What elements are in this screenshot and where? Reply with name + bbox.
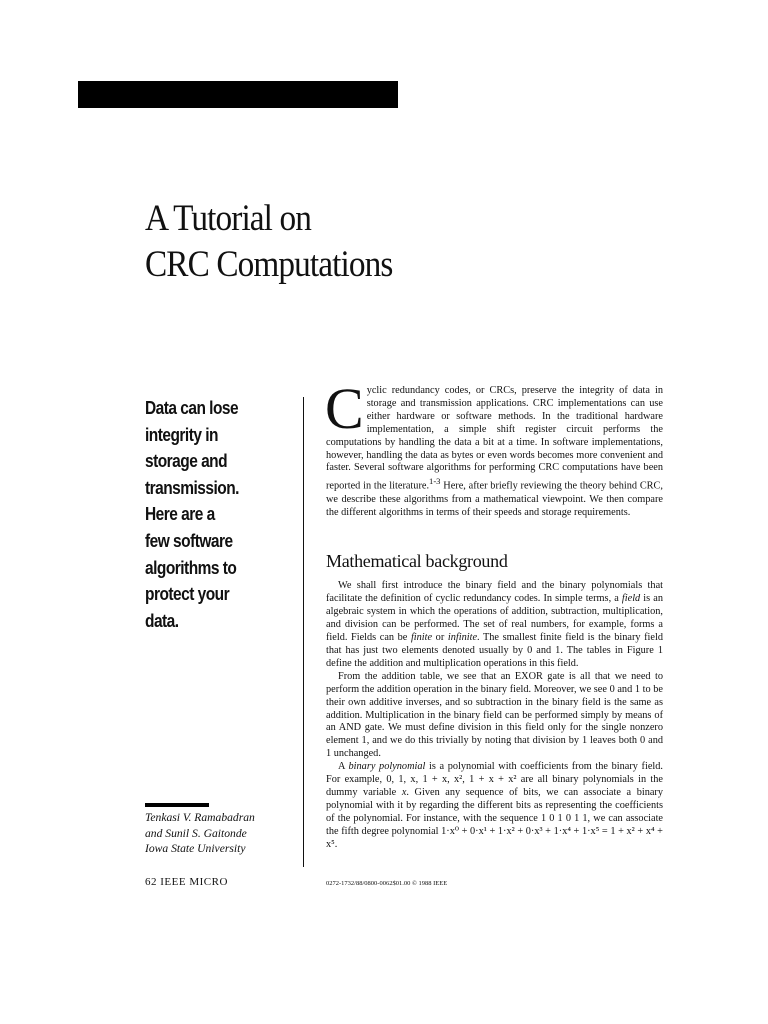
intro-paragraph bbox=[325, 376, 663, 519]
text-run: . Given any sequence of bits, we can associate a binary polynomial with it by regarding the different bits as representing the coefficients of the polynomial. For instance, with the sequence 1 0 1 0 1 1, we can associate the fifth degree polynomial 1·x⁰ + 0·x¹ + 1·x² + 0·x³ + 1·x⁴ + 1·x⁵ = 1 + x² + x⁴ + x⁵. bbox=[326, 786, 663, 850]
pull-quote-line: integrity in bbox=[145, 424, 218, 445]
title-line-1: A Tutorial on bbox=[145, 198, 311, 239]
author-rule bbox=[145, 803, 209, 807]
pull-quote bbox=[145, 395, 274, 634]
author-block bbox=[145, 810, 255, 857]
emphasis: finite bbox=[410, 632, 433, 644]
title-line-2: CRC Computations bbox=[145, 244, 393, 285]
page-footer: 62 IEEE MICRO bbox=[145, 876, 228, 888]
pull-quote-line: algorithms to bbox=[145, 557, 237, 578]
header-bar bbox=[78, 81, 398, 108]
pull-quote-line: protect your bbox=[145, 584, 230, 605]
author-line: Tenkasi V. Ramabadran bbox=[145, 811, 255, 824]
drop-cap: C bbox=[325, 376, 364, 441]
text-run: . The smallest finite field is the binary field that has just two elements denoted usually by 0 and 1. The tables in Figure 1 define the addition and multiplication operations in this field. bbox=[326, 632, 663, 669]
intro-text-continued: Here, after briefly reviewing the theory behind CRC, we describe these algorithms from a mathematical viewpoint. We then compare the different algorithms in terms of their speeds and storage requirements. bbox=[326, 480, 663, 518]
emphasis: field bbox=[621, 593, 641, 605]
author-line: and Sunil S. Gaitonde bbox=[145, 826, 247, 840]
author-affiliation: Iowa State University bbox=[145, 842, 246, 855]
paragraph-field-definition bbox=[326, 580, 663, 670]
article-body bbox=[325, 376, 663, 852]
paragraph-binary-polynomial bbox=[326, 761, 663, 851]
reference-marker: 1-3 bbox=[429, 476, 441, 487]
emphasis: infinite bbox=[447, 632, 478, 644]
article-title bbox=[145, 196, 392, 288]
pull-quote-line: storage and bbox=[145, 451, 228, 472]
paragraph-addition-table: From the addition table, we see that an EXOR gate is all that we need to perform the addition operation in the binary field. Moreover, we see 0 and 1 to be their own additive inverses, and so subtraction in the binary field is the same as addition. Multiplication in the binary field can be performed simply by means of an AND gate. We must define division in this field only for the single nonzero element 1, and we do this trivially by noting that division by 1 leaves both 0 and 1 unchanged. bbox=[326, 670, 663, 760]
emphasis: binary polynomial bbox=[348, 761, 426, 773]
column-divider bbox=[303, 397, 304, 867]
copyright-line: 0272-1732/88/0800-0062$01.00 © 1988 IEEE bbox=[326, 880, 448, 887]
pull-quote-line: Here are a bbox=[145, 504, 215, 525]
pull-quote-line: data. bbox=[145, 610, 179, 631]
intro-text: yclic redundancy codes, or CRCs, preserve the integrity of data in storage and transmission applications. CRC implementations can use either hardware or software methods. In the traditional hardware implementation, a simple shift register circuit performs the computations by handling the data a bit at a time. In software implementations, however, handling the data as bytes or even words becomes more convenient and faster. Several software algorithms for performing CRC computations have been reported in the literature. bbox=[326, 385, 663, 492]
pull-quote-line: few software bbox=[145, 530, 233, 551]
section-heading: Mathematical background bbox=[326, 551, 508, 572]
pull-quote-line: transmission. bbox=[145, 477, 239, 498]
text-run: We shall first introduce the binary field and the binary polynomials that facilitate the definition of cyclic redundancy codes. In simple terms, a bbox=[326, 580, 663, 605]
text-run: or bbox=[432, 632, 448, 644]
text-run: A bbox=[338, 761, 349, 773]
pull-quote-line: Data can lose bbox=[145, 398, 239, 418]
text-run: is a polynomial with coefficients from the binary field. For example, 0, 1, x, 1 + x, x², 1 + x + x² are all binary polynomials in the dummy variable bbox=[326, 761, 663, 798]
text-run: is an algebraic system in which the operations of addition, subtraction, multiplication, and division can be performed. The set of real numbers, for example, forms a field. Fields can be bbox=[326, 593, 663, 644]
emphasis: x bbox=[401, 786, 407, 798]
